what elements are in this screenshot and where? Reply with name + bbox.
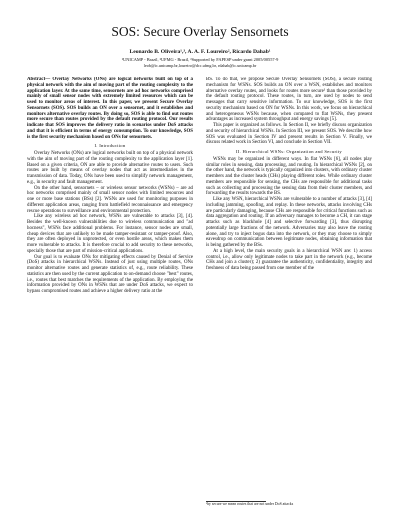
- body-paragraph: Like any wireless ad hoc network, WSNs are vulnerable to attacks [3], [4]. Besides the well-known vulnerabilities due to wireless communication and "ad hocness", WSNs face additional problems. For instance, sensor nodes are small, cheap devices that are unlikely to be made tamper-resistant or tamper-proof. Also, they are often deployed in unprotected, or even hostile areas, which makes them more vulnerable to attacks. It is therefore crucial to add security to these networks, specially those that are part of mission-critical applications.: [27, 214, 193, 254]
- body-paragraph: This paper is organized as follows. In Section II, we briefly discuss organization and security of hierarchical WSNs. In Section III, we present SOS. We describe how SOS was evaluated in Section IV and present results in Section V. Finally, we discuss related work in Section VI, and conclude in Section VII.: [206, 123, 372, 146]
- body-paragraph: At a high level, the main security goals in a hierarchical WSN are: 1) access control, i.e., allow only legitimate nodes to take part in the network (e.g., become CHs and join a cluster); 2) guarantee the authenticity, confidentiality, integrity and freshness of data being passed from one member of the: [206, 248, 372, 271]
- body-paragraph: Like any WSN, hierarchical WSNs are vulnerable to a number of attacks [3], [4] including jamming, spoofing, and replay. In these networks, attacks involving CHs are particularly damaging, because CHs are responsible for critical functions such as data aggregation and routing. If an adversary manages to become a CH, it can stage attacks such as blackhole [4] and selective forwarding [3], thus disrupting potentially large fractions of the network. Adversaries may also leave the routing alone, and try to inject bogus data into the network, or they may choose to simply eavesdrop on communication between legitimate nodes, obtaining information that is being gathered by the BSs.: [206, 197, 372, 248]
- section-heading-introduction: I. Introduction: [94, 143, 126, 149]
- paper-title: SOS: Secure Overlay Sensornets: [111, 24, 289, 39]
- footnote: ¹by secure we mean routes that are not under DoS attacks: [206, 502, 294, 506]
- right-column: [206, 77, 372, 509]
- affiliations: ¹UNICAMP - Brazil, ²UFMG - Brazil, ³Supported by FAPESP under grant 2005/00557-9: [121, 57, 279, 62]
- body-paragraph: Overlay Networks (ONs) are logical networks built on top of a physical network with the aim of moving part of the routing complexity to the application layer [1]. Based on a given criteria, ON are able to provide alternative routes to users. Such routes are built by means of overlay nodes that act as intermediaries in the transmission of data. Today, ONs have been used to simplify network management, e.g., in security and fault management.: [27, 151, 193, 185]
- abstract: Abstract— Overlay Networks (ONs) are logical networks built on top of a physical network with the aim of moving part of the routing complexity to the application layer. At the same time, sensornets are ad hoc networks comprised mainly of small sensor nodes with extremely limited resources which can be used to monitor areas of interest. In this paper, we present Secure Overlay Sensornets (SOS). SOS builds an ON over a sensornet, and it establishes and monitors alternative overlay routes. By doing so, SOS is able to find out routes more secure than routes provided by the default routing protocol. Our results indicate that SOS improves the delivery ratio in scenarios under DoS attacks and that it is efficient in terms of energy consumption. To our knowledge, SOS is the first security mechanism based on ONs for sensornets.: [27, 77, 193, 140]
- author-emails: leob@ic.unicamp.br,loureiro@dcc.ufmg.br, rdahab@ic.unicamp.br: [143, 63, 257, 68]
- body-paragraph: On the other hand, sensornets – or wireless sensor networks (WSNs) – are ad hoc networks comprised mainly of small sensor nodes with limited resources and one or more base stations (BSs) [2]. WSNs are used for monitoring purposes in different application areas, ranging from battlefield reconnaissance and emergency rescue operations to surveillance and environmental protection.: [27, 185, 193, 214]
- section-heading-hierarchical-wsns: II. Hierarchical WSNs: Organization and Security: [235, 149, 343, 154]
- body-paragraph: WSNs may be organized in different ways. In flat WSNs [6], all nodes play similar roles in sensing, data processing, and routing. In hierarchical WSNs [2], on the other hand, the network is typically organized into clusters, with ordinary cluster members and the cluster heads (CHs) playing different roles. While ordinary cluster members are responsible for sensing, the CHs are responsible for additional tasks such as collecting and processing the sensing data from their cluster members, and forwarding the results towards the BS.: [206, 156, 372, 197]
- body-paragraph: Our goal is to evaluate ONs for mitigating effects caused by Denial of Service (DoS) attacks in hierarchical WSNs. Instead of just using multiple routes, ONs monitor alternative routes and generate statistics of, e.g., route reliability. These statistics are then used by the current application to on-demand choose "best" routes, i.e., routes that best matches the requirements of the application. By employing the information provided by ONs in WSNs that are under DoS attacks, we expect to bypass compromised routes and achieve a higher delivery ratio at the: [27, 254, 193, 294]
- left-column: [27, 77, 193, 509]
- body-paragraph: BS. To do that, we propose Secure Overlay Sensornets (SOS), a secure routing mechanism for WSNs. SOS builds an ON over a WSN, establishes and monitors alternative overlay routes, and looks for routes more secure¹ than those provided by the default routing protocol. These routes, in turn, are used by nodes to send messages that carry sensitive information. To our knowledge, SOS is the first security mechanism based on ON for WSNs. In this work, we focus on hierarchical and heterogeneous WSNs because, when compared to flat WSNs, they present advantages as increased system throughput and energy savings [5].: [206, 77, 372, 123]
- author-list: Leonardo B. Oliveira¹,³, A. A. F. Loureiro², Ricardo Dahab¹: [129, 49, 271, 55]
